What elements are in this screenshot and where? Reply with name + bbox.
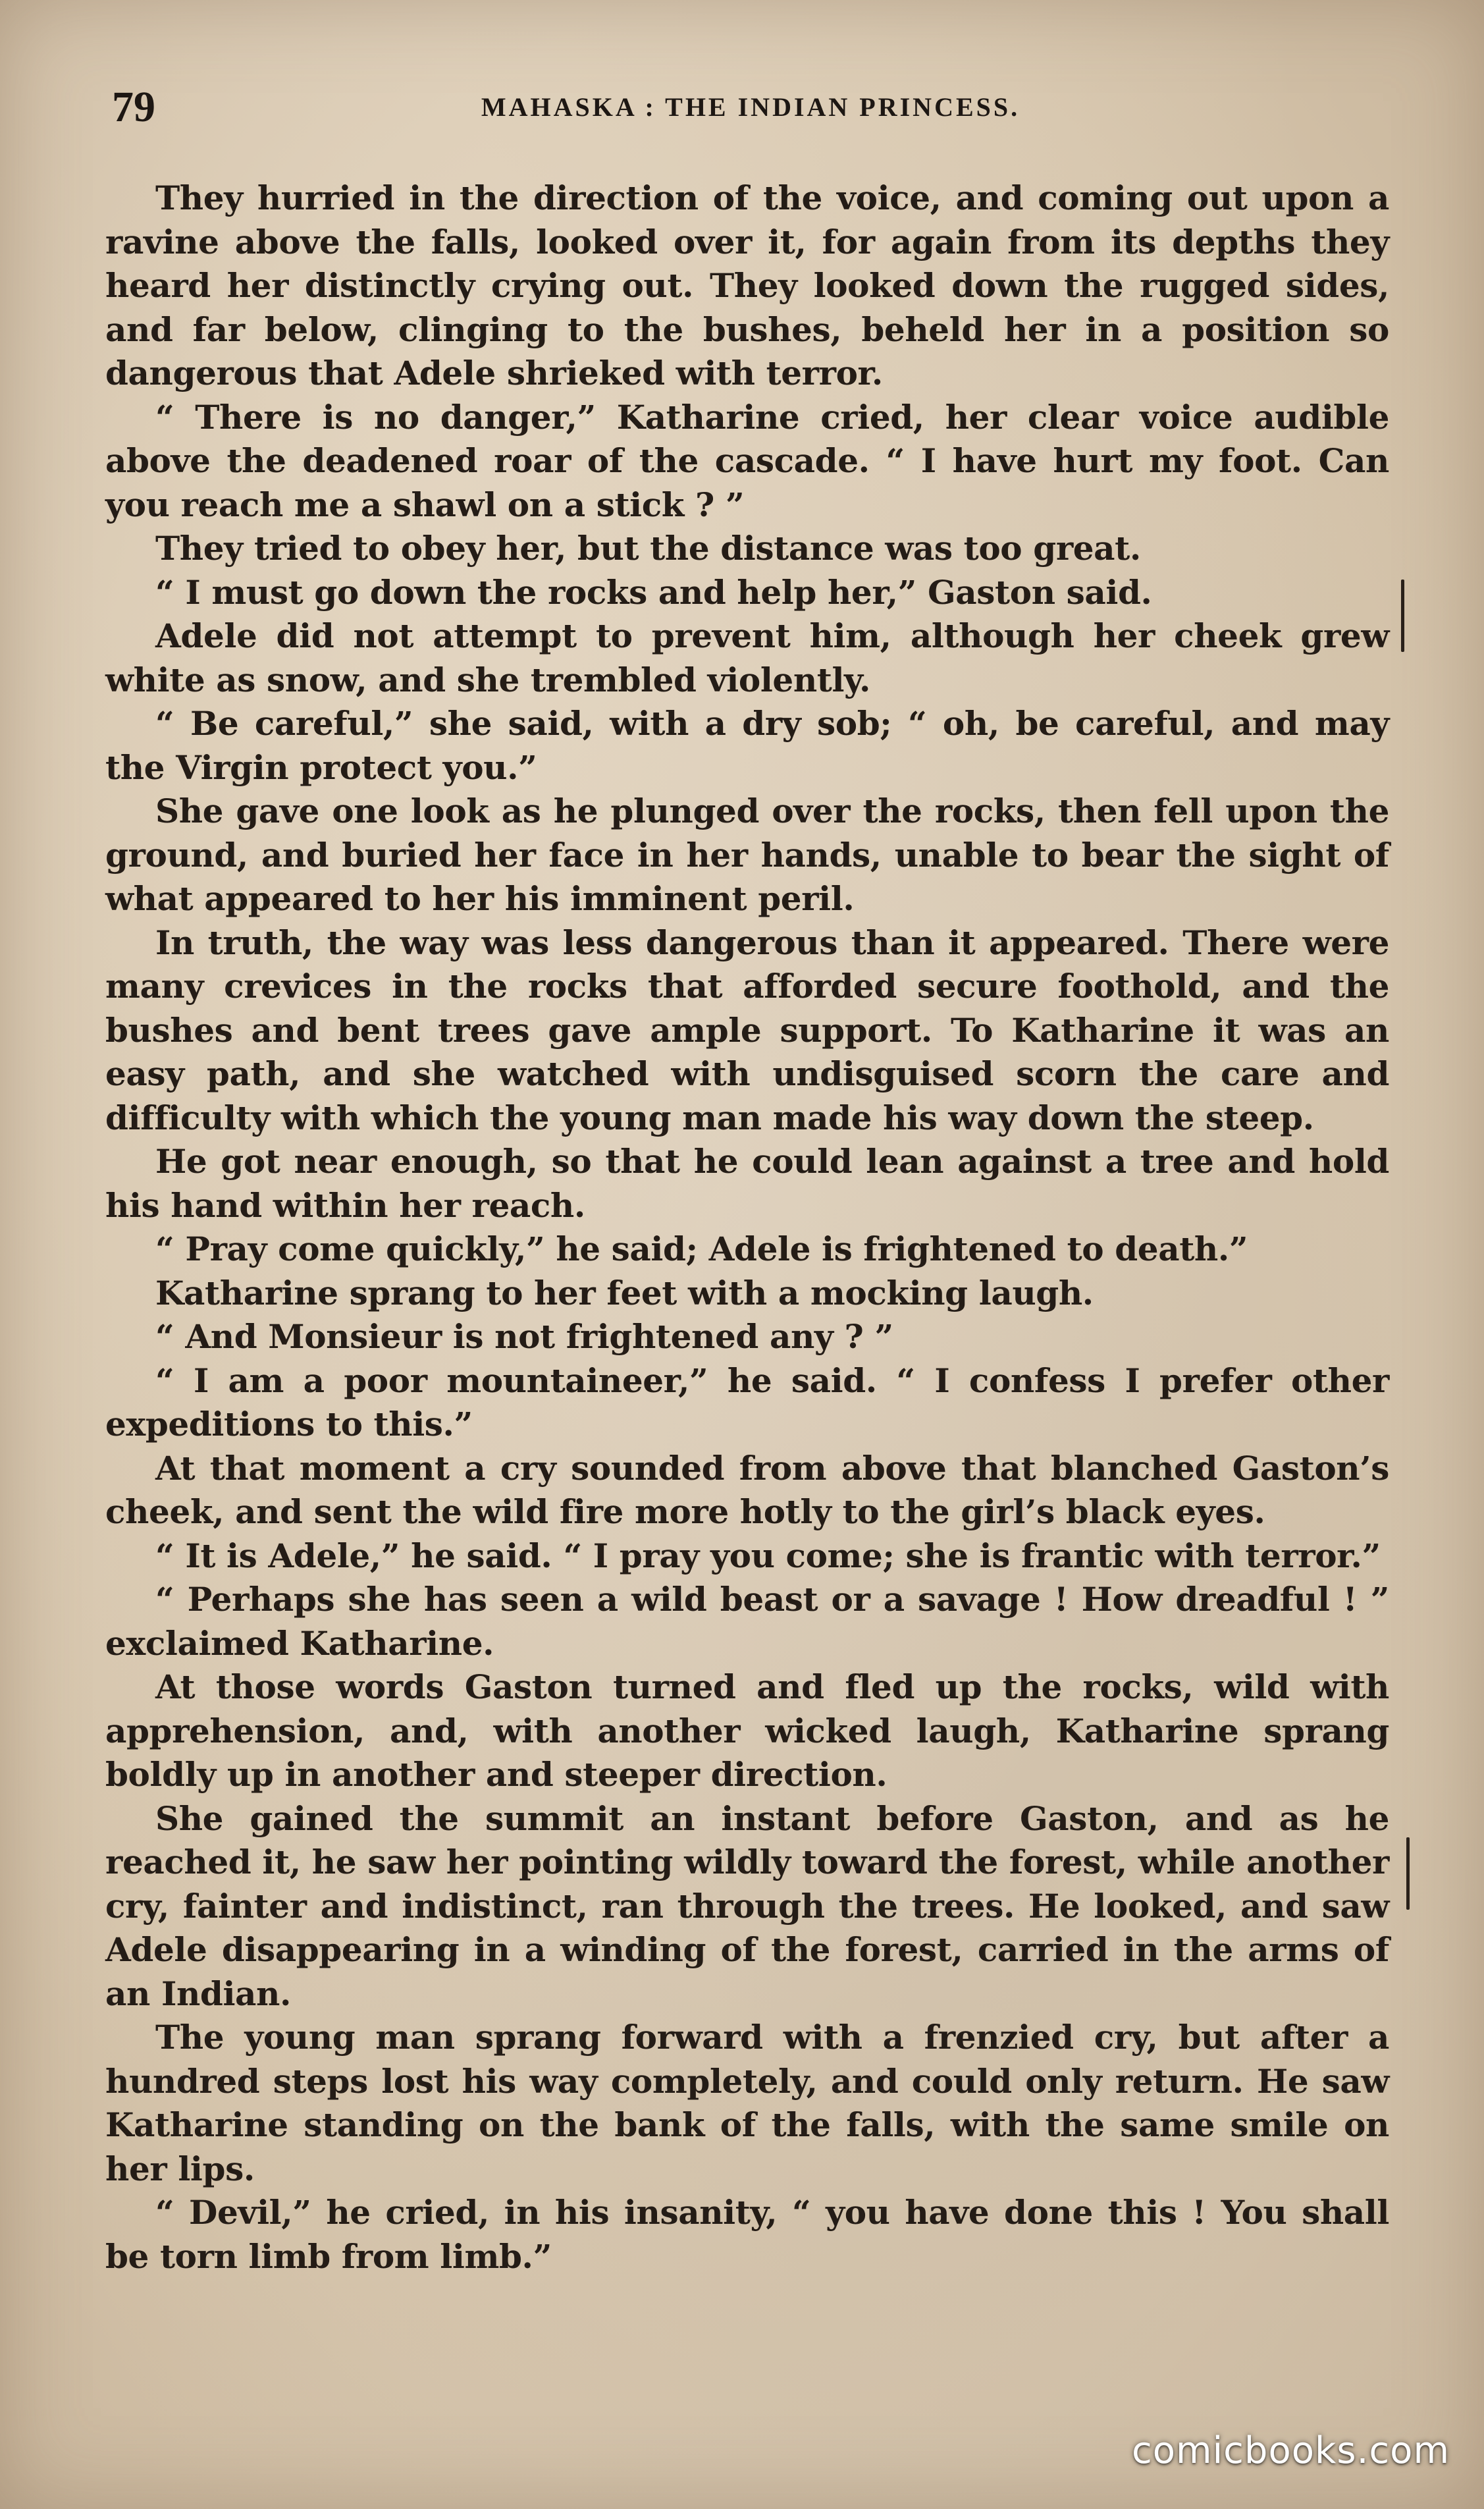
paragraph: In truth, the way was less dangerous than it appeared. There were many crevices in the rocks that afforded secure foothold, and the bushes and bent trees gave ample support. To Katharine it was an easy path, and she watched with undisguised scorn the care and difficulty with which the young man made his way down the steep. — [105, 923, 1389, 1137]
paragraph: “ There is no danger,” Katharine cried, her clear voice audible above the deadened roar of the cascade. “ I have hurt my foot. Can you reach me a shawl on a stick ? ” — [105, 397, 1389, 524]
paragraph: He got near enough, so that he could lean against a tree and hold his hand within her reach. — [105, 1142, 1389, 1225]
paragraph: Adele did not attempt to prevent him, although her cheek grew white as snow, and she trembled violently. — [105, 616, 1389, 699]
paragraph: “ Perhaps she has seen a wild beast or a savage ! How dreadful ! ” exclaimed Katharine. — [105, 1580, 1389, 1663]
page-header — [105, 78, 1396, 137]
paragraph: “ And Monsieur is not frightened any ? ” — [155, 1317, 893, 1356]
body-text — [105, 176, 1389, 2279]
paragraph: At those words Gaston turned and fled up the rocks, wild with apprehension, and, with another wicked laugh, Katharine sprang boldly up in another and steeper direction. — [105, 1667, 1389, 1794]
margin-mark — [1406, 1837, 1410, 1910]
paragraph: She gained the summit an instant before Gaston, and as he reached it, he saw her pointing wildly toward the forest, while another cry, fainter and indistinct, ran through the trees. He looked, and saw Adele disappearing in a winding of the forest, carried in the arms of an Indian. — [105, 1798, 1389, 2013]
paragraph: Katharine sprang to her feet with a mocking laugh. — [155, 1273, 1094, 1312]
running-title: MAHASKA : THE INDIAN PRINCESS. — [481, 92, 1020, 122]
paragraph: The young man sprang forward with a frenzied cry, but after a hundred steps lost his way completely, and could only return. He saw Katharine standing on the bank of the falls, with the same smile on her lips. — [105, 2018, 1389, 2188]
paragraph: “ I am a poor mountaineer,” he said. “ I confess I prefer other expeditions to this.” — [105, 1361, 1389, 1443]
watermark-text: comicbooks.com — [1131, 2429, 1450, 2472]
margin-mark — [1401, 580, 1404, 652]
paragraph: “ Devil,” he cried, in his insanity, “ you have done this ! You shall be torn limb from limb.” — [105, 2193, 1389, 2276]
paragraph: “ It is Adele,” he said. “ I pray you come; she is frantic with terror.” — [155, 1536, 1381, 1575]
paragraph: “ Be careful,” she said, with a dry sob; “ oh, be careful, and may the Virgin protect you.” — [105, 704, 1389, 787]
paragraph: “ Pray come quickly,” he said; Adele is frightened to death.” — [155, 1229, 1248, 1268]
paragraph: At that moment a cry sounded from above that blanched Gaston’s cheek, and sent the wild fire more hotly to the girl’s black eyes. — [105, 1448, 1389, 1531]
paragraph: They tried to obey her, but the distance was too great. — [155, 529, 1141, 568]
paragraph: “ I must go down the rocks and help her,” Gaston said. — [155, 572, 1152, 612]
paragraph: She gave one look as he plunged over the rocks, then fell upon the ground, and buried her face in her hands, unable to bear the sight of what appeared to her his imminent peril. — [105, 792, 1389, 918]
page-number: 79 — [112, 83, 155, 131]
paragraph: They hurried in the direction of the voice, and coming out upon a ravine above the falls, looked over it, for again from its depths they heard her distinctly crying out. They looked down the rugged sides, and far below, clinging to the bushes, beheld her in a position so dangerous that Adele shrieked with terror. — [105, 178, 1389, 392]
